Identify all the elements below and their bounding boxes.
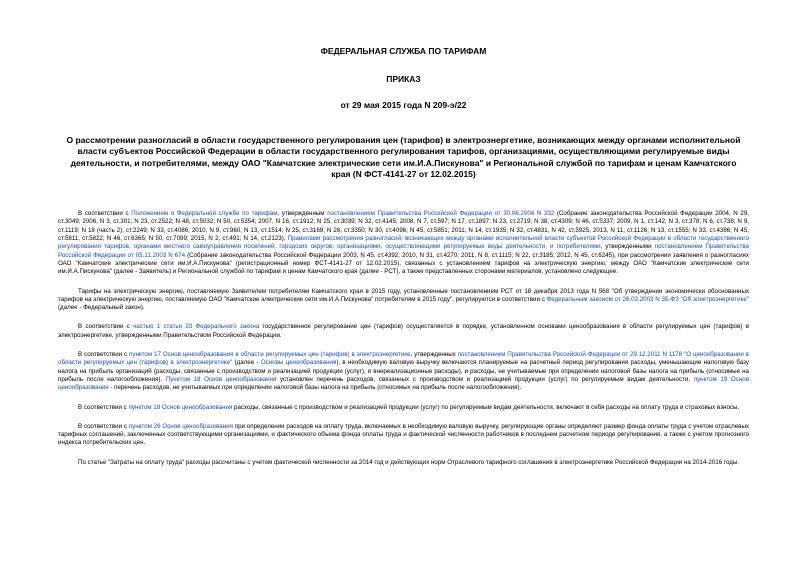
link-point-19[interactable]: пунктом 19 Основ ценообразования — [58, 375, 749, 392]
text: ), в необходимую валовую выручку включаются планируемые на расчетный период регулирования расходы, уменьшающие налоговую базу налога на прибыль организаций (расходы, связанные с производством и реализацией продукции (услуг), и внереализационные расходы), и расходы, не учитываемые при определении налоговой базы налога на прибыль (относимые на прибыль после налогообложения). — [58, 359, 750, 383]
paragraph-6 — [58, 423, 749, 448]
text: В соответствии с — [78, 323, 134, 331]
link-point-18[interactable]: Пунктом 18 Основ ценообразования — [165, 375, 277, 383]
doc-title: О рассмотрении разногласий в области государственного регулирования цен (тарифов) в электроэнергетике, возникающих между органами исполнительной власти субъектов Российской Федерации в области государственного регулирования тарифов, организациями, осуществляющими регулируемые виды деятельности, и потребителями, между ОАО "Камчатские электрические сети им.И.А.Пискунова" и Региональной службой по тарифам и ценам Камчатского края (N ФСТ-4141-27 от 12.02.2015) — [66, 135, 741, 179]
text: В соответствии с — [78, 422, 129, 430]
text: при определении расходов на оплату труда, включаемых в необходимую валовую выручку, регулирующие органы определяют размер фонда оплаты труда с учетом отраслевых тарифных соглашений, заключенных соответствующими организациями, и фактического объема фонда оплаты труда и фактической численности работников в последнем расчетном периоде регулирования, а также с учетом прогнозного индекса потребительских цен. — [58, 422, 749, 447]
link-point-18-b[interactable]: пунктом 18 Основ ценообразования — [128, 403, 233, 411]
paragraph-7: По статье "Затраты на оплату труда" расходы рассчитаны с учетом фактической численности за 2014 год и действующих норм Отраслевого тарифного соглашения в электроэнергетике Российской Федерации на 2014-2016 годы. — [78, 458, 740, 466]
paragraph-5 — [58, 404, 749, 412]
text: государственное регулирование цен (тарифов) осуществляется в порядке, установленном основами ценообразования в области регулируемых цен (тарифов) в электроэнергетике, утвержденными Правительством Российской Федерации. — [58, 323, 750, 339]
text: (Собрание законодательства Российской Федерации 2003, N 45, ст.4392; 2010, N 31, ст.4270; 2011, N 8, ст.1115; N 22, ст.3185; 2012, N 45, ст.6245), при рассмотрении заявления о разногласиях ОАО "Камчатские электрические сети им.И.А.Пискунова" (регистрационный номер ФСТ-4141-27 от 12.02.2015), связанных с установлением тарифов на электрическую энергию, между ОАО "Камчатские электрические сети им.И.А.Пискунова" (далее - Заявитель) и Региональной службой по тарифам и ценам Камчатского края (далее - РСТ), а также представленных сторонами материалов, установлено следующее. — [58, 251, 749, 276]
text: (Собрание законодательства Российской Федерации 2004, N 29, ст.3049; 2006, N 3, ст.301; N 23, ст.2522; N 48, ст.5032; N 50, ст.5354; 2007, N 16, ст.1912; N 25, ст.3039; N 32, ст.4145; 2008, N 7, ст.597; N 17, ст.1897; N 23, ст.2719; N 38, ст.4309; N 46, ст.5337; 2009, N 1, ст.142; N 3, ст.378; N 6, ст.738; N 9, ст.1119; N 18 (часть 2), ст.2249; N 33, ст.4086; 2010, N 9, ст.960; N 13, ст.1514; N 25, ст.3169; N 26, ст.3350; N 30, ст.4096; N 45, ст.5851; 2011, N 14, ст.1935; N 32, ст.4831, N 42, ст.5925, 2013, N 11, ст.1126; N 13, ст.1555; N 33, ст.4386; N 45, ст.5811, ст.5822; N 46, ст.6365; N 50, ст.7099; 2015, N 2, ст.491; N 14, ст.2123), — [58, 210, 749, 243]
text: , утвержденных — [410, 351, 458, 359]
link-point-26[interactable]: пунктом 26 Основ ценообразования — [128, 422, 233, 430]
org-name: ФЕДЕРАЛЬНАЯ СЛУЖБА ПО ТАРИФАМ — [320, 46, 487, 56]
paragraph-2 — [58, 288, 749, 313]
link-decree-674[interactable]: постановлением Правительства Российской Федерации от 05.11.2003 N 674 — [58, 243, 749, 259]
text: В соответствии с — [78, 210, 132, 218]
link-decree-1178[interactable]: постановлением Правительства Российской Федерации от 29.12.2011 N 1178 "О ценообразовании в области регулируемых цен (тарифов) в электроэнергетике" — [58, 351, 749, 367]
text: , утвержденным — [277, 210, 328, 218]
text: Тарифы на электрическую энергию, поставляемую Заявителем потребителям Камчатского края в 2015 году, установленные постановлением РСТ от 18 декабря 2013 года N 568 "Об утверждении экономически обоснованных тарифов на электрическую энергию, поставляемую ОАО "Камчатские электрические сети им.И.А.Пискунова" потребителям в 2015 году", регулируются в соответствии с — [58, 287, 749, 303]
link-article-23[interactable]: частью 1 статьи 23 Федерального закона — [133, 323, 260, 331]
text: , утвержденными — [600, 243, 655, 251]
text: В соответствии с — [78, 403, 129, 411]
paragraph-3 — [58, 323, 749, 340]
link-dispute-rules[interactable]: Правилами рассмотрения разногласий, возникающих между органами исполнительной власти субъектов Российской Федерации в области государственного регулирования тарифов, органами местного самоуправления поселений, городских округов, организациями, осуществляющими регулируемые виды деятельности, и потребителями — [58, 235, 749, 251]
text: (далее - — [232, 359, 261, 367]
link-decree-332[interactable]: постановлением Правительства Российской Федерации от 30.06.2004 N 332 — [327, 210, 555, 218]
link-fst-regulation[interactable]: Положением о Федеральной службе по тарифам — [131, 210, 278, 218]
text: В соответствии с — [78, 351, 130, 359]
doc-date-number: от 29 мая 2015 года N 209-э/22 — [340, 100, 467, 110]
link-point-17[interactable]: пунктом 17 Основ ценообразования в области регулируемых цен (тарифов) в электроэнергетике — [129, 351, 411, 359]
text: расходы, связанные с производством и реализацией продукции (услуг) по регулируемым видам деятельности, включают в себя расходы на оплату труда и страховых взносы. — [232, 403, 740, 411]
text: (далее - Федеральный закон). — [58, 304, 145, 312]
link-pricing-basics[interactable]: Основы ценообразования — [260, 359, 337, 367]
paragraph-4 — [58, 351, 749, 392]
text: - перечень расходов, не учитываемых при определении налоговой базы налога на прибыль (относимых на прибыль после налогообложения). — [108, 384, 522, 392]
doc-type: ПРИКАЗ — [386, 74, 421, 84]
link-federal-law-35[interactable]: Федеральным законом от 26.03.2003 N 35-ФЗ "Об электроэнергетике" — [546, 295, 749, 303]
paragraph-1 — [58, 210, 749, 276]
text: установлен перечень расходов, связанных с производством и реализацией продукции (услуг) по регулируемым видам деятельности, — [276, 375, 694, 383]
